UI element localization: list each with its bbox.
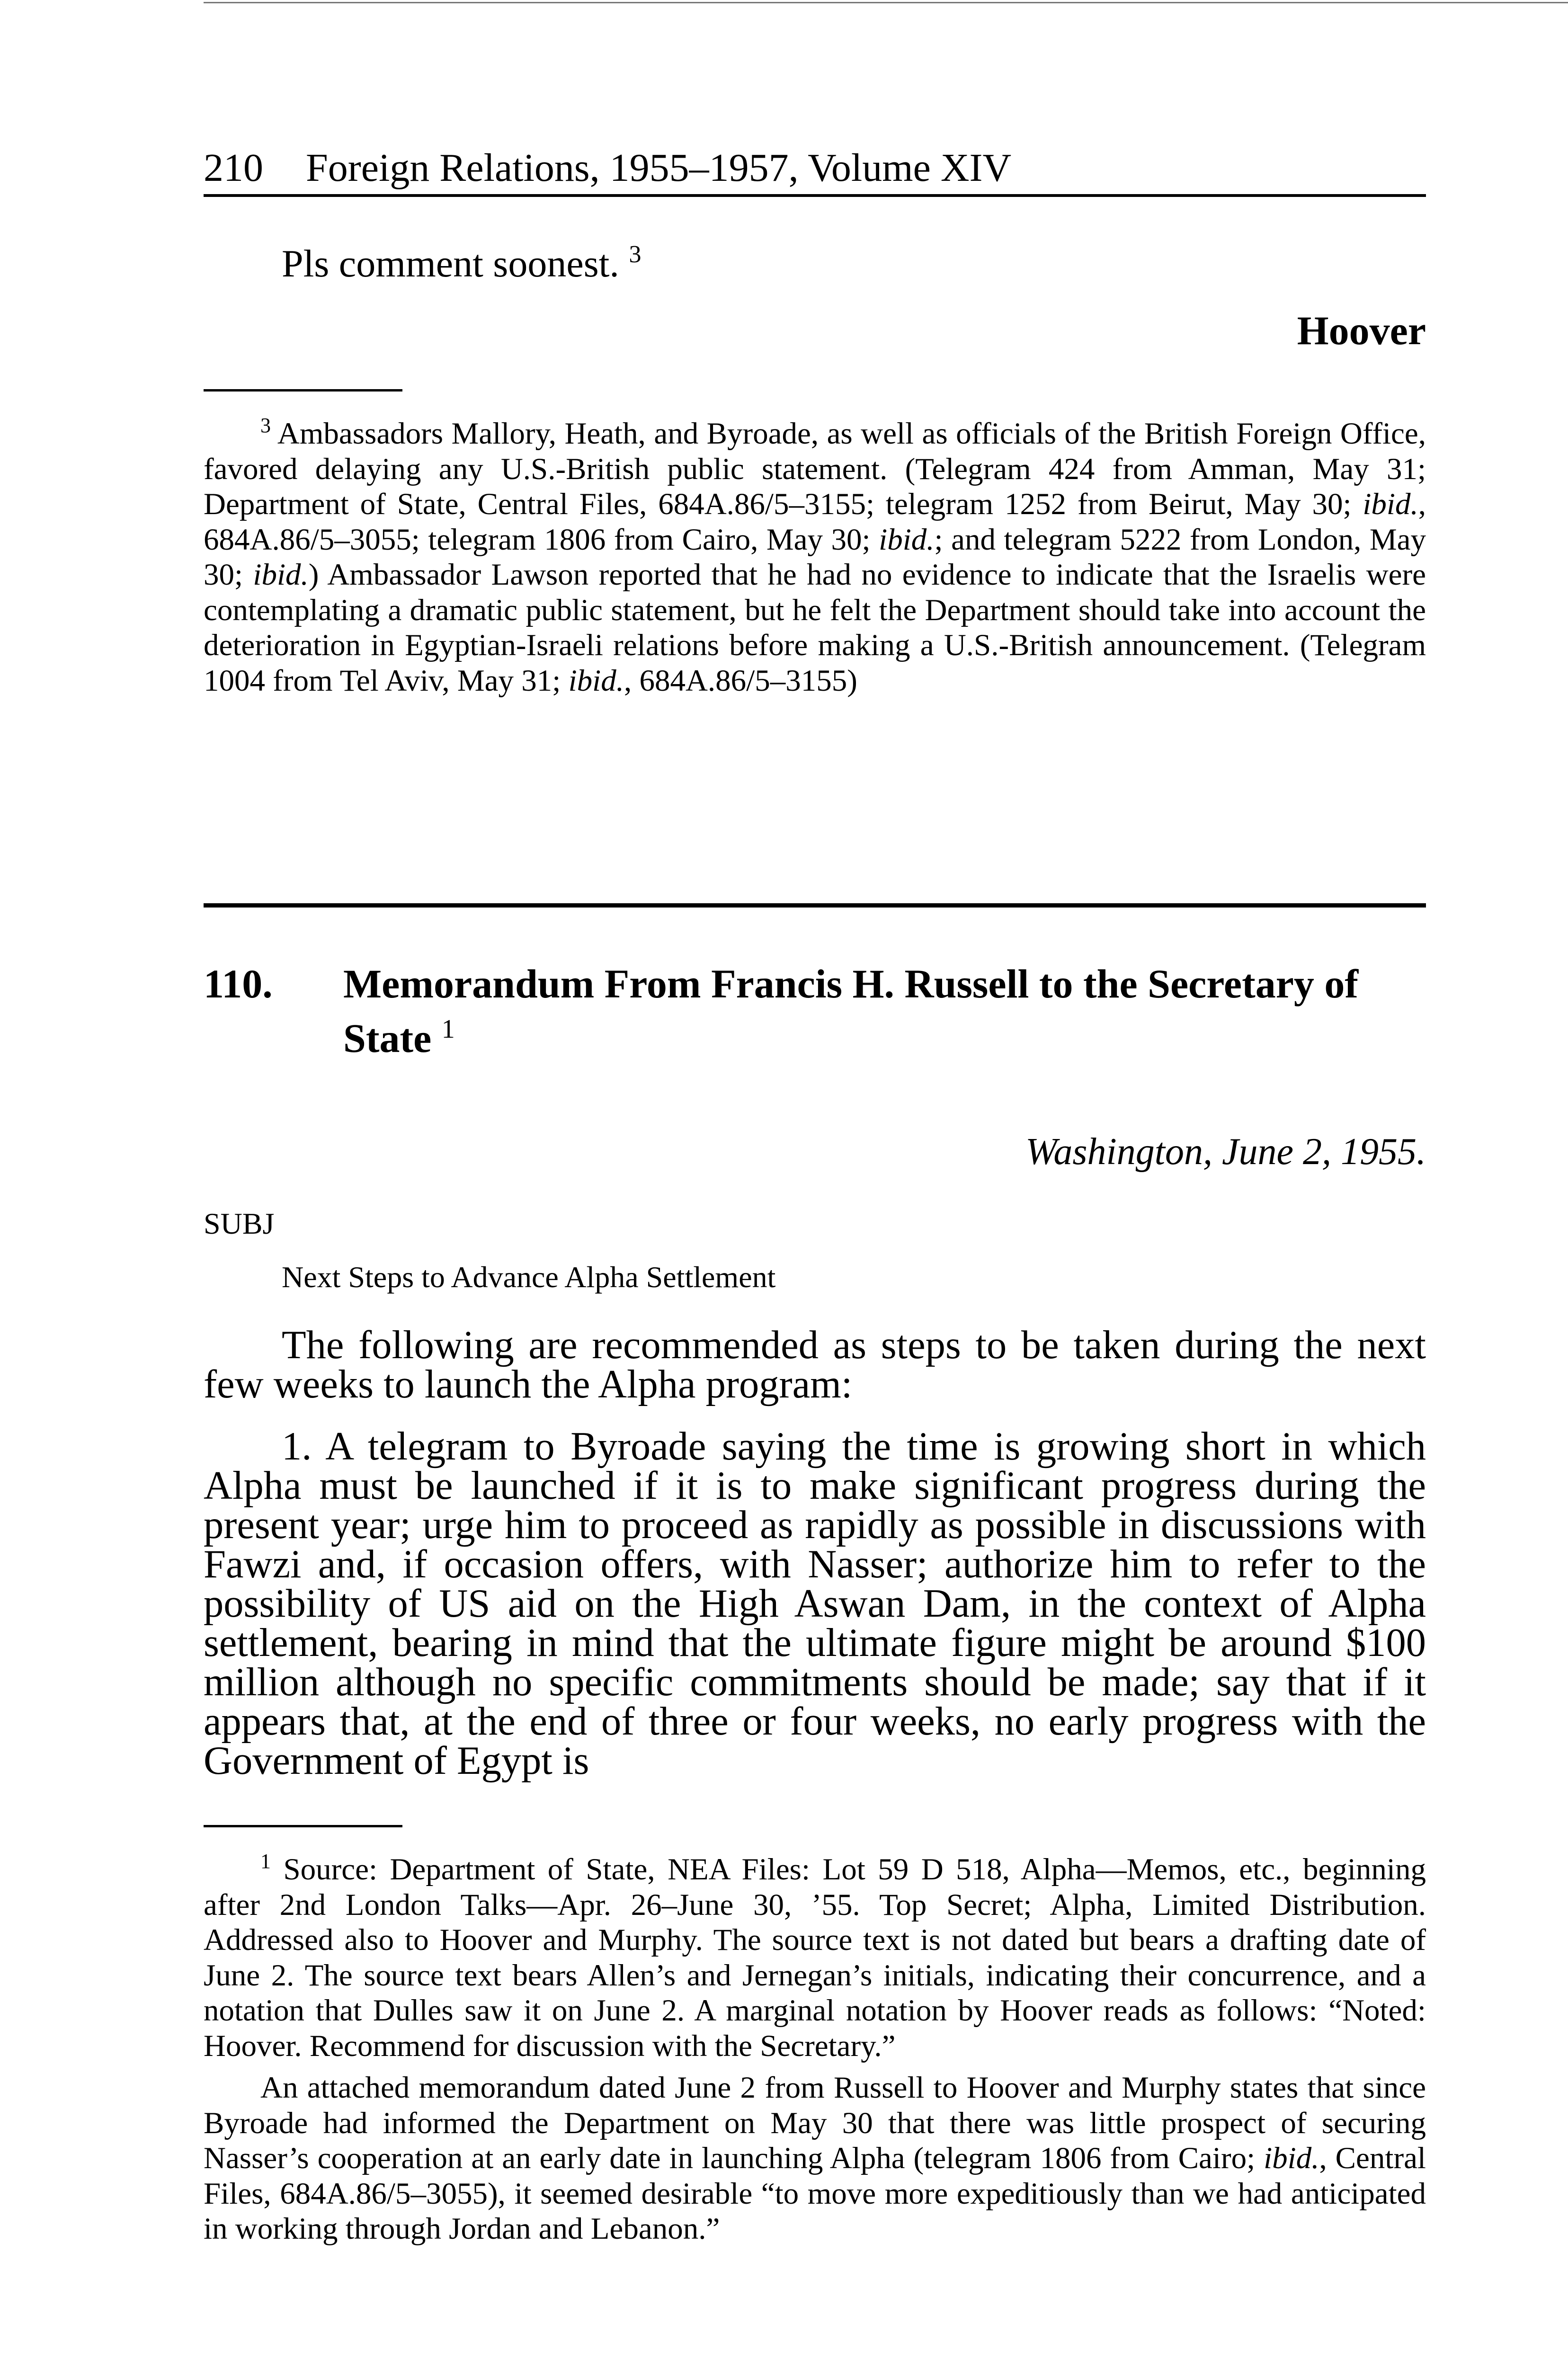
scan-edge-line [204, 2, 1568, 3]
subj-text: Next Steps to Advance Alpha Settlement [282, 1260, 776, 1294]
footnote-paragraph: $^1$ Source: Department of State, NEA Files: Lot 59 D 518, Alpha—Memos, etc., beginning after 2nd London Talks—Apr. 26–June 30, ’55. Top Secret; Alpha, Limited Distribution. Addressed also to Hoover and Murphy. The source text is not dated but bears a drafting date of June 2. The source text bears Allen’s and Jernegan’s initials, indicating their concurrence, and a notation that Dulles saw it on June 2. A marginal notation by Hoover reads as follows: “Noted: Hoover. Recommend for discussion with the Secretary.” [204, 1850, 1426, 2063]
footnote-number: 1 [260, 1850, 271, 1873]
subj-label: SUBJ [204, 1207, 275, 1240]
memo-body [204, 1323, 1426, 1783]
running-head [204, 142, 1426, 197]
document-number: 110. [204, 961, 273, 1006]
volume-title: Foreign Relations, 1955–1957, Volume XIV [306, 146, 1012, 190]
footnote-ref-3: 3 [629, 241, 641, 268]
footnote-rule [204, 1825, 402, 1827]
section-divider [204, 903, 1426, 908]
signature: Hoover [1297, 308, 1426, 353]
footnote-rule [204, 389, 402, 392]
closing-line: Pls comment soonest. $^3$ [282, 241, 641, 285]
page-number: 210 [204, 146, 263, 190]
dateline: Washington, June 2, 1955. [1025, 1131, 1426, 1173]
paragraph: 1. A telegram to Byroade saying the time is growing short in which Alpha must be launched if it is to make significant progress during the present year; urge him to proceed as rapidly as possible in discussions with Fawzi and, if occasion offers, with Nasser; authorize him to refer to the possibility of US aid on the High Aswan Dam, in the context of Alpha settlement, bearing in mind that the ultimate figure might be around $100 million although no specific commitments should be made; say that if it appears that, at the end of three or four weeks, no early progress with the Government of Egypt is [204, 1424, 1426, 1783]
document-title: Memorandum From Francis H. Russell to the Secretary of State $^1$ [343, 961, 1359, 1061]
footnote-1 [204, 1844, 1426, 2247]
footnote-3: $^3$ Ambassadors Mallory, Heath, and Byroade, as well as officials of the British Foreign Office, favored delaying any U.S.-British public statement. (Telegram 424 from Amman, May 31; Department of State, Central Files, 684A.86/5–3155; telegram 1252 from Beirut, May 30; ibid., 684A.86/5–3055; telegram 1806 from Cairo, May 30; ibid.; and telegram 5222 from London, May 30; ibid.) Ambassador Lawson reported that he had no evidence to indicate that the Israelis were contemplating a dramatic public statement, but he felt the Department should take into account the deterioration in Egyptian-Israeli relations before making a U.S.-British announcement. (Telegram 1004 from Tel Aviv, May 31; ibid., 684A.86/5–3155) [204, 414, 1426, 698]
footnote-number: 3 [260, 414, 271, 437]
paragraph: The following are recommended as steps to be taken during the next few weeks to launch the Alpha program: [204, 1323, 1426, 1406]
footnote-paragraph: An attached memorandum dated June 2 from Russell to Hoover and Murphy states that since Byroade had informed the Department on May 30 that there was little prospect of securing Nasser’s cooperation at an early date in launching Alpha (telegram 1806 from Cairo; ibid., Central Files, 684A.86/5–3055), it seemed desirable “to move more expeditiously than we had anticipated in working through Jordan and Lebanon.” [204, 2071, 1426, 2246]
footnote-ref-1: 1 [441, 1014, 455, 1044]
